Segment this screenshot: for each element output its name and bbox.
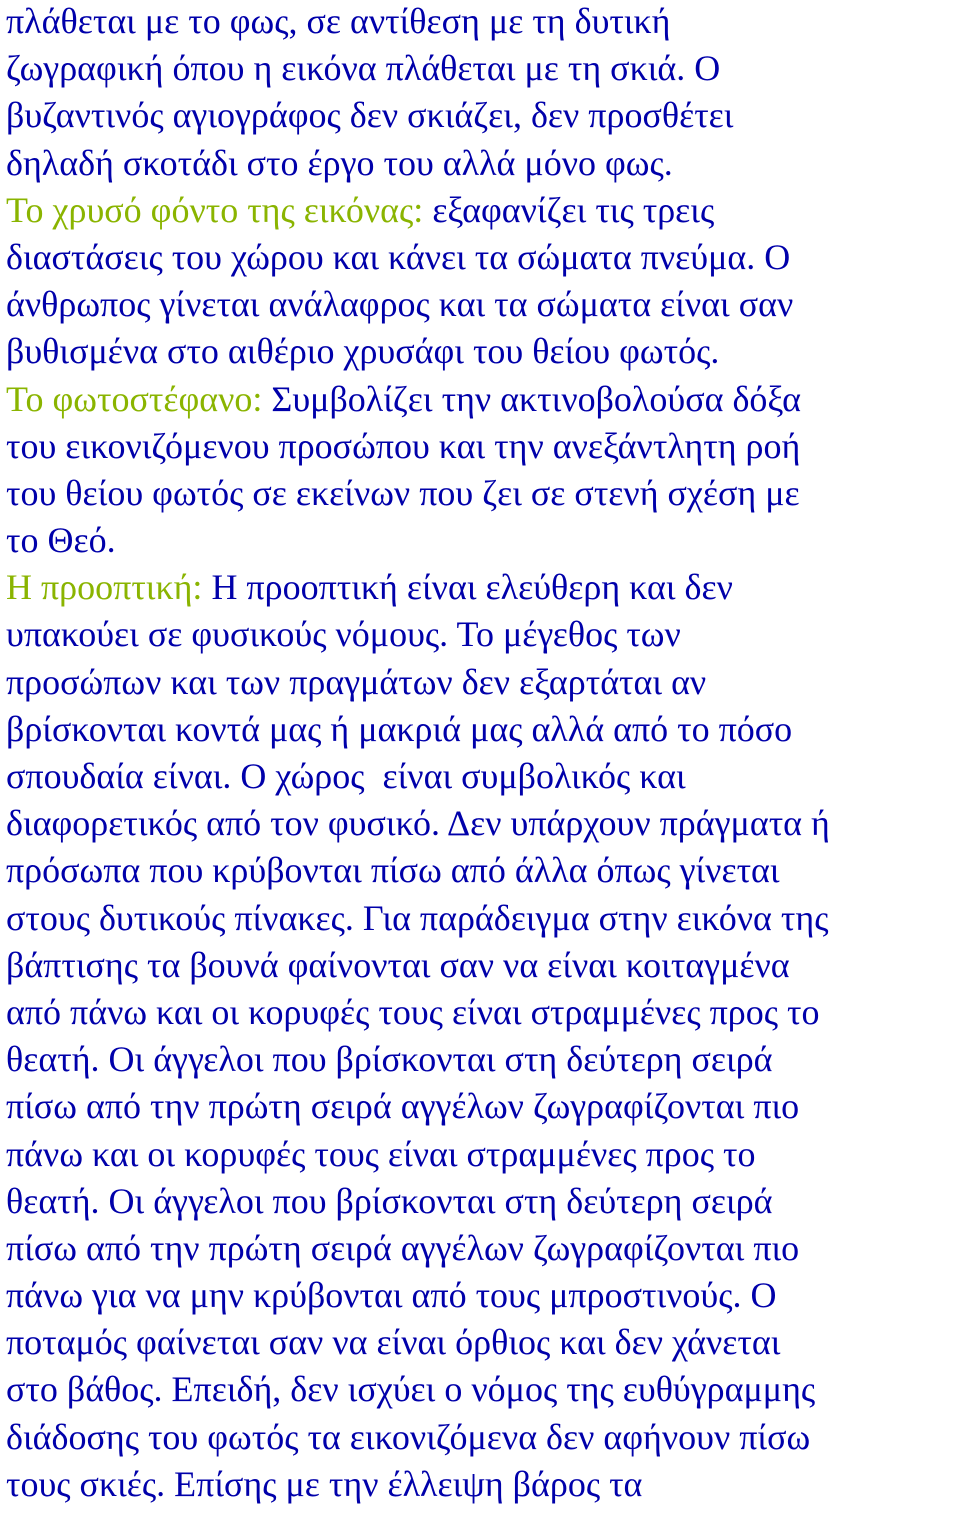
body-text: βάπτισης τα βουνά φαίνονται σαν να είναι κοιταγμένα <box>6 944 790 985</box>
text-line <box>6 895 956 942</box>
body-text: ζωγραφική όπου η εικόνα πλάθεται με τη σκιά. Ο <box>6 48 721 89</box>
body-text: του θείου φωτός σε εκείνων που ζει σε στενή σχέση με <box>6 472 800 513</box>
text-line <box>6 140 956 187</box>
body-text: πρόσωπα που κρύβονται πίσω από άλλα όπως γίνεται <box>6 850 780 891</box>
text-line <box>6 517 956 564</box>
body-text: διαφορετικός από τον φυσικό. Δεν υπάρχουν πράγματα ή <box>6 803 830 844</box>
body-text: θεατή. Οι άγγελοι που βρίσκονται στη δεύτερη σειρά <box>6 1180 773 1221</box>
text-line <box>6 92 956 139</box>
body-text: άνθρωπος γίνεται ανάλαφρος και τα σώματα είναι σαν <box>6 284 794 325</box>
body-text: πίσω από την πρώτη σειρά αγγέλων ζωγραφίζονται πιο <box>6 1086 800 1127</box>
body-text: του εικονιζόμενου προσώπου και την ανεξάντλητη ροή <box>6 425 801 466</box>
body-text: ποταμός φαίνεται σαν να είναι όρθιος και δεν χάνεται <box>6 1322 781 1363</box>
body-text: Συμβολίζει την ακτινοβολούσα δόξα <box>271 378 802 419</box>
text-line <box>6 564 956 611</box>
text-line <box>6 0 956 45</box>
document-page <box>6 0 956 1508</box>
body-text: δηλαδή σκοτάδι στο έργο του αλλά μόνο φως. <box>6 142 673 183</box>
text-line <box>6 942 956 989</box>
body-text: Η προοπτική είναι ελεύθερη και δεν <box>211 567 733 608</box>
body-text: υπακούει σε φυσικούς νόμους. Το μέγεθος των <box>6 614 681 655</box>
body-text: βυθισμένα στο αιθέριο χρυσάφι του θείου φωτός. <box>6 331 720 372</box>
text-line <box>6 45 956 92</box>
body-text: πίσω από την πρώτη σειρά αγγέλων ζωγραφίζονται πιο <box>6 1227 800 1268</box>
text-line <box>6 1414 956 1461</box>
text-line <box>6 659 956 706</box>
text-line <box>6 1083 956 1130</box>
section-heading: Το φωτοστέφανο: <box>6 378 272 419</box>
body-text: βρίσκονται κοντά μας ή μακριά μας αλλά από το πόσο <box>6 708 793 749</box>
text-line <box>6 187 956 234</box>
body-text: σπουδαία είναι. Ο χώρος είναι συμβολικός και <box>6 756 686 796</box>
text-line <box>6 1366 956 1413</box>
body-text: θεατή. Οι άγγελοι που βρίσκονται στη δεύτερη σειρά <box>6 1039 773 1080</box>
text-line <box>6 611 956 658</box>
body-text: διάδοσης του φωτός τα εικονιζόμενα δεν αφήνουν πίσω <box>6 1416 811 1457</box>
text-line <box>6 234 956 281</box>
body-text: διαστάσεις του χώρου και κάνει τα σώματα πνεύμα. Ο <box>6 236 791 277</box>
body-text: τους σκιές. Επίσης με την έλλειψη βάρος τα <box>6 1463 643 1504</box>
body-text: στο βάθος. Επειδή, δεν ισχύει ο νόμος της ευθύγραμμης <box>6 1369 816 1410</box>
body-text: το Θεό. <box>6 520 116 561</box>
text-line <box>6 470 956 517</box>
text-line <box>6 1036 956 1083</box>
text-line <box>6 1461 956 1508</box>
body-text: από πάνω και οι κορυφές τους είναι στραμμένες προς το <box>6 991 820 1032</box>
text-line <box>6 753 956 800</box>
text-line <box>6 328 956 375</box>
body-text: βυζαντινός αγιογράφος δεν σκιάζει, δεν προσθέτει <box>6 95 734 136</box>
body-text: εξαφανίζει τις τρεις <box>432 189 715 230</box>
body-text: προσώπων και των πραγμάτων δεν εξαρτάται αν <box>6 661 707 702</box>
text-line <box>6 376 956 423</box>
text-line <box>6 1319 956 1366</box>
text-line <box>6 847 956 894</box>
text-line <box>6 281 956 328</box>
body-text: πάνω και οι κορυφές τους είναι στραμμένες προς το <box>6 1133 756 1174</box>
text-line <box>6 1178 956 1225</box>
body-text: πάνω για να μην κρύβονται από τους μπροστινούς. Ο <box>6 1275 777 1316</box>
text-line <box>6 800 956 847</box>
body-text: στους δυτικούς πίνακες. Για παράδειγμα στην εικόνα της <box>6 897 829 938</box>
section-heading: Η προοπτική: <box>6 567 212 608</box>
text-line <box>6 706 956 753</box>
section-heading: Το χρυσό φόντο της εικόνας: <box>6 189 433 230</box>
text-line <box>6 423 956 470</box>
text-line <box>6 1225 956 1272</box>
text-line <box>6 989 956 1036</box>
text-line <box>6 1272 956 1319</box>
body-text: πλάθεται με το φως, σε αντίθεση με τη δυτική <box>6 1 671 41</box>
text-line <box>6 1131 956 1178</box>
